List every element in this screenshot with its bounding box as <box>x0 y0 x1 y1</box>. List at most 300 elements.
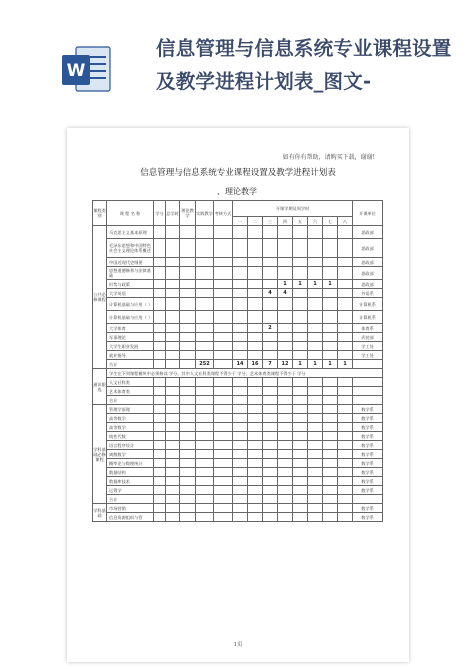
dept-cell: 数学系 <box>353 513 383 522</box>
semester-hours <box>278 311 293 324</box>
semester-hours <box>248 468 263 477</box>
empty-cell <box>353 396 383 405</box>
semester-hours <box>278 333 293 342</box>
semester-hours <box>248 342 263 351</box>
semester-hours <box>338 513 353 522</box>
header-semester-8: 八 <box>338 217 353 226</box>
semester-hours: 4 <box>278 289 293 298</box>
empty-cell <box>196 311 214 324</box>
dept-cell: 学工处 <box>353 342 383 351</box>
empty-cell <box>180 289 196 298</box>
dept-cell: 思政部 <box>353 280 383 289</box>
semester-hours <box>263 513 278 522</box>
empty-cell <box>166 239 180 258</box>
semester-hours: 4 <box>263 289 278 298</box>
total-practice: 252 <box>196 360 214 369</box>
semester-hours <box>338 342 353 351</box>
semester-hours <box>248 405 263 414</box>
semester-hours <box>263 387 278 396</box>
empty-cell <box>154 432 166 441</box>
empty-cell <box>180 477 196 486</box>
semester-hours <box>263 226 278 239</box>
empty-cell <box>154 289 166 298</box>
empty-cell <box>196 450 214 459</box>
semester-hours <box>338 414 353 423</box>
empty-cell <box>180 280 196 289</box>
total-semester-hours <box>263 396 278 405</box>
header-total-hours: 总学时 <box>166 201 180 226</box>
semester-hours <box>308 289 323 298</box>
semester-hours <box>263 267 278 280</box>
semester-hours <box>338 226 353 239</box>
total-semester-hours: 1 <box>293 360 308 369</box>
empty-cell <box>196 468 214 477</box>
semester-hours <box>338 311 353 324</box>
empty-cell <box>166 387 180 396</box>
exam-cell <box>214 289 233 298</box>
empty-cell <box>196 239 214 258</box>
semester-hours <box>308 324 323 333</box>
header-dept: 开课单位 <box>353 201 383 226</box>
empty-cell <box>180 459 196 468</box>
header-semester-1: 一 <box>233 217 248 226</box>
semester-hours <box>308 351 323 360</box>
table-row <box>93 432 383 441</box>
empty-cell <box>180 405 196 414</box>
svg-text:W: W <box>66 61 86 81</box>
empty-cell <box>154 396 166 405</box>
semester-hours <box>293 351 308 360</box>
semester-hours <box>248 324 263 333</box>
semester-hours <box>308 239 323 258</box>
semester-hours <box>278 378 293 387</box>
dept-cell: 数学系 <box>353 459 383 468</box>
empty-cell <box>196 351 214 360</box>
dept-cell: 数学系 <box>353 441 383 450</box>
semester-hours <box>338 267 353 280</box>
empty-cell <box>196 441 214 450</box>
semester-hours <box>338 432 353 441</box>
exam-cell <box>214 324 233 333</box>
dept-cell: 数学系 <box>353 405 383 414</box>
total-practice <box>196 396 214 405</box>
course-name: 高等数学 <box>107 423 154 432</box>
empty-cell <box>180 468 196 477</box>
semester-hours <box>323 267 338 280</box>
empty-cell <box>154 468 166 477</box>
empty-cell <box>180 351 196 360</box>
semester-hours <box>308 450 323 459</box>
semester-hours <box>233 486 248 495</box>
empty-cell <box>154 486 166 495</box>
total-label: 合计 <box>107 396 154 405</box>
empty-cell <box>166 258 180 267</box>
total-semester-hours <box>308 495 323 504</box>
empty-cell <box>214 396 233 405</box>
semester-hours <box>293 258 308 267</box>
semester-hours <box>263 432 278 441</box>
empty-cell <box>166 360 180 369</box>
empty-cell <box>196 226 214 239</box>
semester-hours <box>248 450 263 459</box>
course-name: 离散数学 <box>107 450 154 459</box>
semester-hours <box>308 414 323 423</box>
empty-cell <box>154 405 166 414</box>
semester-hours <box>278 450 293 459</box>
total-semester-hours <box>278 495 293 504</box>
course-name: 马克思主义基本原理 <box>107 226 154 239</box>
semester-hours <box>338 351 353 360</box>
dept-cell: 数学系 <box>353 414 383 423</box>
empty-cell <box>196 258 214 267</box>
empty-cell <box>196 267 214 280</box>
exam-cell <box>214 226 233 239</box>
semester-hours: 1 <box>323 280 338 289</box>
category-cell: 学科基础 <box>93 504 107 522</box>
empty-cell <box>196 333 214 342</box>
semester-hours <box>338 468 353 477</box>
semester-hours <box>263 405 278 414</box>
semester-hours <box>233 477 248 486</box>
semester-hours <box>233 450 248 459</box>
semester-hours <box>338 486 353 495</box>
dept-cell: 思政部 <box>353 267 383 280</box>
semester-hours <box>293 342 308 351</box>
semester-hours <box>323 414 338 423</box>
empty-cell <box>180 495 196 504</box>
semester-hours <box>263 477 278 486</box>
empty-cell <box>196 423 214 432</box>
table-row <box>93 267 383 280</box>
semester-hours <box>248 459 263 468</box>
course-name: 形势与政策 <box>107 280 154 289</box>
semester-hours <box>233 351 248 360</box>
semester-hours <box>263 423 278 432</box>
empty-cell <box>154 387 166 396</box>
empty-cell <box>154 450 166 459</box>
exam-cell <box>214 450 233 459</box>
semester-hours <box>278 477 293 486</box>
table-row <box>93 324 383 333</box>
empty-cell <box>180 360 196 369</box>
semester-hours <box>338 441 353 450</box>
empty-cell <box>180 239 196 258</box>
dept-cell: 计算机系 <box>353 298 383 311</box>
semester-hours <box>278 298 293 311</box>
empty-cell <box>180 513 196 522</box>
semester-hours <box>263 280 278 289</box>
dept-cell: 数学系 <box>353 423 383 432</box>
dept-cell: 思政部 <box>353 239 383 258</box>
semester-hours <box>293 387 308 396</box>
empty-cell <box>353 360 383 369</box>
table-row <box>93 289 383 298</box>
course-name: 大学生职业发展 <box>107 342 154 351</box>
semester-hours <box>263 311 278 324</box>
empty-cell <box>166 468 180 477</box>
table-row <box>93 423 383 432</box>
total-semester-hours <box>338 396 353 405</box>
semester-hours <box>233 289 248 298</box>
exam-cell <box>214 351 233 360</box>
empty-cell <box>214 495 233 504</box>
semester-hours <box>338 387 353 396</box>
semester-hours <box>233 504 248 513</box>
empty-cell <box>166 477 180 486</box>
total-semester-hours <box>233 396 248 405</box>
empty-cell <box>154 441 166 450</box>
semester-hours <box>248 432 263 441</box>
semester-hours <box>338 459 353 468</box>
total-semester-hours <box>263 495 278 504</box>
semester-hours <box>323 504 338 513</box>
semester-hours <box>233 324 248 333</box>
exam-cell <box>214 468 233 477</box>
total-semester-hours: 1 <box>338 360 353 369</box>
table-row <box>93 311 383 324</box>
semester-hours <box>338 378 353 387</box>
empty-cell <box>166 495 180 504</box>
empty-cell <box>154 414 166 423</box>
empty-cell <box>166 486 180 495</box>
empty-cell <box>180 298 196 311</box>
header-semester-2: 二 <box>248 217 263 226</box>
semester-hours <box>248 513 263 522</box>
semester-hours <box>248 351 263 360</box>
semester-hours <box>338 333 353 342</box>
semester-hours <box>323 477 338 486</box>
table-row <box>93 298 383 311</box>
semester-hours <box>308 513 323 522</box>
semester-hours <box>233 387 248 396</box>
semester-hours <box>323 289 338 298</box>
curriculum-table <box>92 200 383 522</box>
empty-cell <box>180 378 196 387</box>
empty-cell <box>154 477 166 486</box>
course-name: 市场营销 <box>107 504 154 513</box>
table-row <box>93 405 383 414</box>
semester-hours <box>233 441 248 450</box>
total-semester-hours: 1 <box>323 360 338 369</box>
course-name: 计算机基础与应用（ ） <box>107 311 154 324</box>
semester-hours: 2 <box>263 324 278 333</box>
semester-hours <box>278 239 293 258</box>
empty-cell <box>214 360 233 369</box>
total-semester-hours: 16 <box>248 360 263 369</box>
course-name: 军事理论 <box>107 333 154 342</box>
semester-hours <box>248 280 263 289</box>
exam-cell <box>214 267 233 280</box>
semester-hours <box>233 378 248 387</box>
semester-hours <box>293 486 308 495</box>
table-row <box>93 414 383 423</box>
table-row <box>93 226 383 239</box>
empty-cell <box>353 495 383 504</box>
semester-hours <box>323 351 338 360</box>
semester-hours <box>323 387 338 396</box>
semester-hours <box>293 239 308 258</box>
semester-hours <box>323 226 338 239</box>
empty-cell <box>154 342 166 351</box>
total-semester-hours <box>248 495 263 504</box>
total-semester-hours <box>308 396 323 405</box>
empty-cell <box>166 414 180 423</box>
dept-cell: 计算机系 <box>353 311 383 324</box>
empty-cell <box>166 289 180 298</box>
empty-cell <box>166 333 180 342</box>
semester-hours <box>278 342 293 351</box>
table-row <box>93 513 383 522</box>
semester-hours <box>323 342 338 351</box>
table-row <box>93 441 383 450</box>
semester-hours <box>233 258 248 267</box>
semester-hours <box>233 333 248 342</box>
total-semester-hours <box>338 495 353 504</box>
dept-cell: 思政部 <box>353 258 383 267</box>
header-semester-3: 三 <box>263 217 278 226</box>
semester-hours <box>308 378 323 387</box>
empty-cell <box>166 226 180 239</box>
empty-cell <box>180 441 196 450</box>
semester-hours <box>278 441 293 450</box>
semester-hours <box>323 441 338 450</box>
table-row <box>93 450 383 459</box>
exam-cell <box>214 486 233 495</box>
total-row <box>93 396 383 405</box>
semester-hours <box>263 298 278 311</box>
semester-hours <box>338 405 353 414</box>
empty-cell <box>154 280 166 289</box>
semester-hours <box>293 450 308 459</box>
empty-cell <box>180 258 196 267</box>
semester-hours <box>293 298 308 311</box>
empty-cell <box>166 267 180 280</box>
exam-cell <box>214 342 233 351</box>
document-page <box>67 128 409 662</box>
empty-cell <box>180 504 196 513</box>
empty-cell <box>166 351 180 360</box>
semester-hours <box>338 504 353 513</box>
dept-cell <box>353 387 383 396</box>
semester-hours <box>248 504 263 513</box>
semester-hours <box>233 239 248 258</box>
table-header-row <box>93 201 383 217</box>
exam-cell <box>214 258 233 267</box>
elective-note: 学生在下列课程模块中必须修读 学分。其中人文社科类课程不得少于 学分，艺术体育类课程不得少于 学分 <box>107 369 383 378</box>
course-name: 数据结构 <box>107 468 154 477</box>
semester-hours <box>278 486 293 495</box>
semester-hours <box>323 423 338 432</box>
semester-hours <box>323 513 338 522</box>
semester-hours <box>308 486 323 495</box>
exam-cell <box>214 504 233 513</box>
semester-hours <box>308 504 323 513</box>
semester-hours <box>233 423 248 432</box>
table-row <box>93 342 383 351</box>
semester-hours <box>233 405 248 414</box>
empty-cell <box>180 432 196 441</box>
exam-cell <box>214 333 233 342</box>
semester-hours <box>248 387 263 396</box>
semester-hours <box>248 333 263 342</box>
semester-hours <box>308 311 323 324</box>
semester-hours <box>293 468 308 477</box>
header-semester-6: 六 <box>308 217 323 226</box>
empty-cell <box>154 495 166 504</box>
semester-hours <box>248 477 263 486</box>
course-name: 艺术体育类 <box>107 387 154 396</box>
semester-hours <box>308 477 323 486</box>
semester-hours <box>293 459 308 468</box>
semester-hours <box>338 239 353 258</box>
empty-cell <box>166 378 180 387</box>
semester-hours <box>308 258 323 267</box>
course-name: 线性代数 <box>107 432 154 441</box>
empty-cell <box>154 513 166 522</box>
semester-hours <box>308 468 323 477</box>
empty-cell <box>196 298 214 311</box>
empty-cell <box>166 441 180 450</box>
empty-cell <box>166 311 180 324</box>
header-course-name: 课 程 名 称 <box>107 201 154 226</box>
empty-cell <box>154 226 166 239</box>
semester-hours <box>248 298 263 311</box>
table-body <box>93 201 383 522</box>
semester-hours <box>323 239 338 258</box>
semester-hours <box>293 226 308 239</box>
semester-hours <box>248 441 263 450</box>
table-row <box>93 333 383 342</box>
semester-hours <box>308 267 323 280</box>
total-semester-hours <box>233 495 248 504</box>
empty-cell <box>166 423 180 432</box>
empty-cell <box>154 298 166 311</box>
semester-hours <box>233 459 248 468</box>
empty-cell <box>154 378 166 387</box>
page-number: 1页 <box>233 642 243 648</box>
semester-hours <box>293 289 308 298</box>
empty-cell <box>180 396 196 405</box>
empty-cell <box>154 459 166 468</box>
exam-cell <box>214 477 233 486</box>
exam-cell <box>214 405 233 414</box>
semester-hours <box>248 258 263 267</box>
semester-hours <box>263 504 278 513</box>
course-name: 运筹学 <box>107 486 154 495</box>
empty-cell <box>180 486 196 495</box>
total-label: 合计 <box>107 495 154 504</box>
semester-hours <box>323 333 338 342</box>
empty-cell <box>166 459 180 468</box>
semester-hours <box>233 342 248 351</box>
semester-hours <box>248 378 263 387</box>
empty-cell <box>196 504 214 513</box>
semester-hours <box>293 378 308 387</box>
total-semester-hours <box>293 396 308 405</box>
exam-cell <box>214 311 233 324</box>
semester-hours <box>278 513 293 522</box>
semester-hours <box>248 414 263 423</box>
semester-hours <box>323 459 338 468</box>
empty-cell <box>180 414 196 423</box>
total-label: 合计 <box>107 360 154 369</box>
semester-hours <box>278 459 293 468</box>
empty-cell <box>154 239 166 258</box>
semester-hours <box>278 351 293 360</box>
semester-hours <box>293 513 308 522</box>
total-semester-hours <box>293 495 308 504</box>
semester-hours <box>293 414 308 423</box>
